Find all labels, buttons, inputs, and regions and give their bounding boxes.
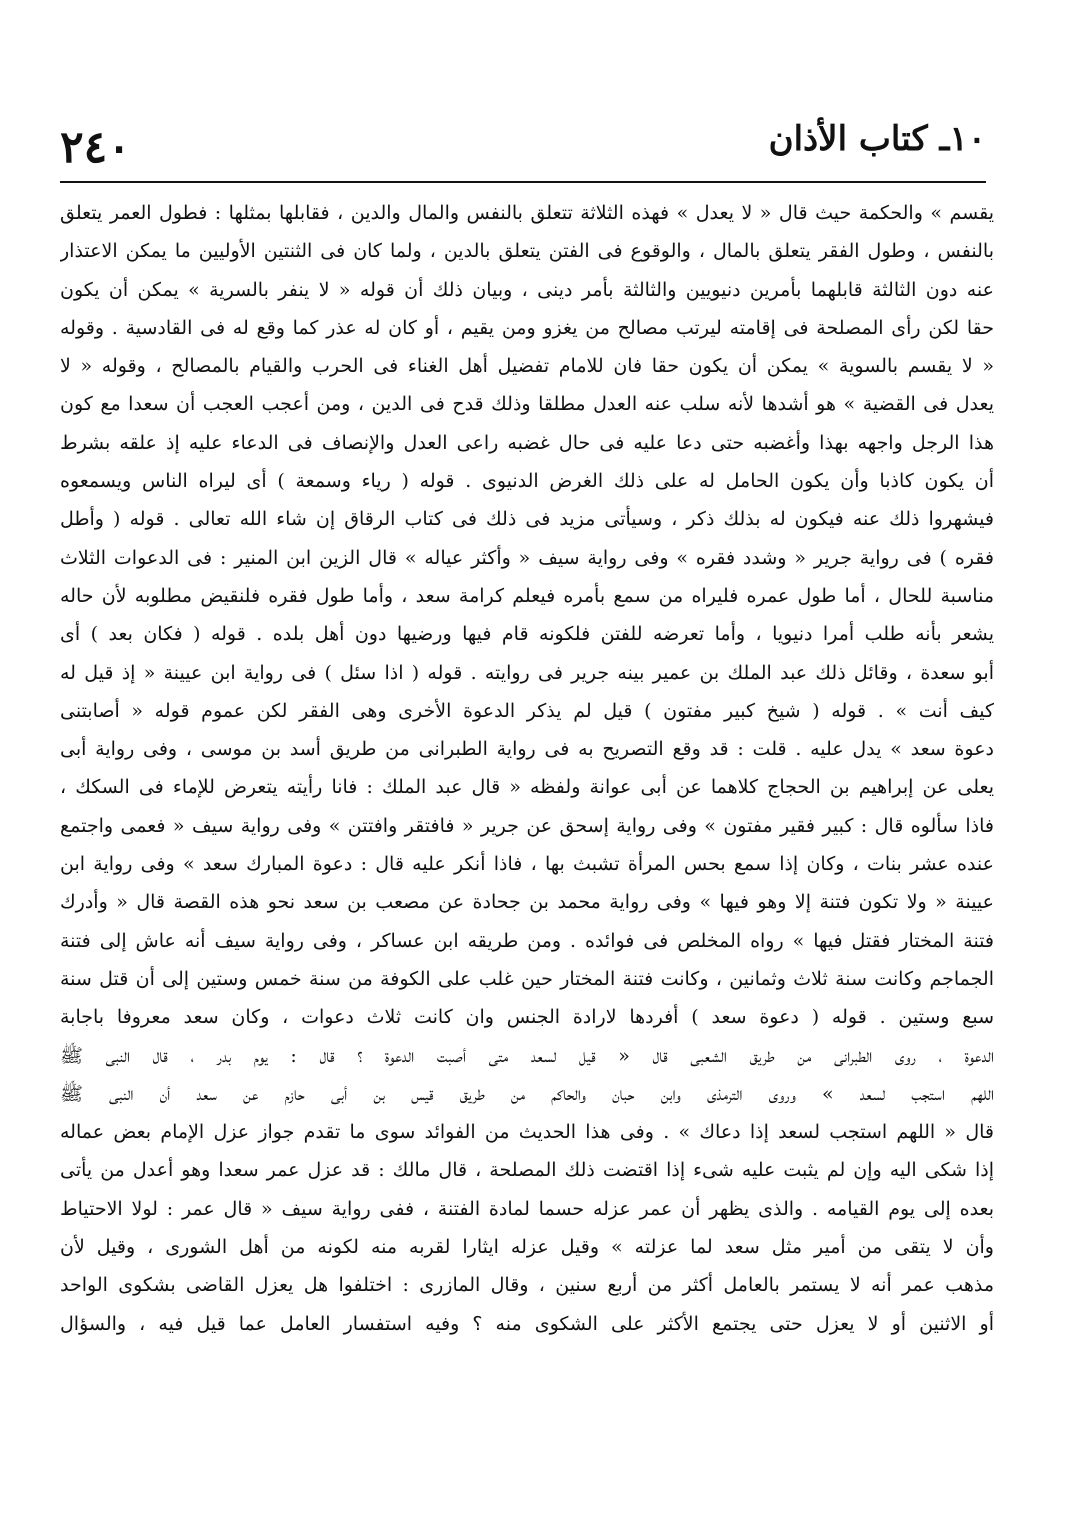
text-line: الدعوة ، روى الطبرانى من طريق الشعبى قال « قيل لسعد متى أصبت الدعوة ؟ قال : يوم بدر ، قال النبى ﷺ: [60, 1044, 994, 1067]
text-line: فاذا سألوه قال : كبير فقير مفتون » وفى رواية إسحق عن جرير « فافتقر وافتتن » وفى رواية سيف « فعمى واجتمع: [60, 814, 994, 837]
text-line: فتنة المختار فقتل فيها » رواه المخلص فى فوائده . ومن طريقه ابن عساكر ، وفى رواية سيف أنه عاش إلى فتنة: [60, 929, 994, 952]
text-line: كيف أنت » . قوله ( شيخ كبير مفتون ) قيل لم يذكر الدعوة الأخرى وهى الفقر لكن عموم قوله « أصابتنى: [60, 699, 994, 722]
text-line: بعده إلى يوم القيامه . والذى يظهر أن عمر عزله حسما لمادة الفتنة ، ففى رواية سيف « قال عمر : لولا الاحتياط: [60, 1197, 994, 1220]
text-line: عنده عشر بنات ، وكان إذا سمع بحس المرأة تشبث بها ، فاذا أنكر عليه قال : دعوة المبارك سعد » وفى رواية ابن: [60, 853, 994, 876]
text-line: [60, 1343, 994, 1381]
text-line: حقا لكن رأى المصلحة فى إقامته ليرتب مصالح من يغزو ومن يقيم ، أو كان له عذر كما وقع له فى القادسية . وقوله: [60, 316, 994, 339]
text-line: بالنفس ، وطول الفقر يتعلق بالمال ، والوقوع فى الفتن يتعلق بالدين ، ولما كان فى الثنتين الأوليين ما يمكن الاعتذار: [60, 240, 994, 263]
text-line: أبو سعدة ، وقائل ذلك عبد الملك بن عمير بينه جرير فى روايته . قوله ( اذا سئل ) فى رواية ابن عيينة « إذ قيل له: [60, 661, 994, 684]
text-line: « لا يقسم بالسوية » يمكن أن يكون حقا فان للامام تفضيل أهل الغناء فى الحرب والقيام بالمصالح ، وقوله « لا: [60, 355, 994, 378]
text-line: الجماجم وكانت سنة ثلاث وثمانين ، وكانت فتنة المختار حين غلب على الكوفة من سنة خمس وستين إلى أن قتل سنة: [60, 967, 994, 990]
page-number: ٢٤٠: [60, 122, 131, 173]
text-line: يعدل فى القضية » هو أشدها لأنه سلب عنه العدل مطلقا وذلك قدح فى الدين ، ومن أعجب العجب أن سعدا مع كون: [60, 393, 994, 416]
header-divider: [60, 181, 986, 183]
text-line: إذا شكى اليه وإن لم يثبت عليه شىء إذا اقتضت ذلك المصلحة ، قال مالك : قد عزل عمر سعدا وهو أعدل من يأتى: [60, 1159, 994, 1182]
text-line: عنه دون الثالثة قابلهما بأمرين دنيويين والثالثة بأمر دينى ، وبيان ذلك أن قوله « لا ينفر بالسرية » يمكن أن يكون: [60, 278, 994, 301]
text-line: اللهم استجب لسعد » وروى الترمذى وابن حبان والحاكم من طريق قيس بن أبى حازم عن سعد أن النبى ﷺ: [60, 1082, 994, 1105]
text-line: مذهب عمر أنه لا يستمر بالعامل أكثر من أربع سنين ، وقال المازرى : اختلفوا هل يعزل القاضى بشكوى الواحد: [60, 1274, 994, 1297]
text-line: يقسم » والحكمة حيث قال « لا يعدل » فهذه الثلاثة تتعلق بالنفس والمال والدين ، فقابلها بمثلها : فطول العمر يتعلق: [60, 202, 994, 224]
page-header: [60, 118, 986, 176]
text-line: عيينة « ولا تكون فتنة إلا وهو فيها » وفى رواية محمد بن جحادة عن مصعب بن سعد نحو هذه القصة قال « وأدرك: [60, 891, 994, 914]
text-line: [60, 1458, 994, 1496]
text-line: أو الاثنين أو لا يعزل حتى يجتمع الأكثر على الشكوى منه ؟ وفيه استفسار العامل عما قيل فيه ، والسؤال: [60, 1312, 994, 1335]
text-line: فيشهروا ذلك عنه فيكون له بذلك ذكر ، وسيأتى مزيد فى ذلك فى كتاب الرقاق إن شاء الله تعالى . قوله ( وأطل: [60, 508, 994, 531]
text-line: سبع وستين . قوله ( دعوة سعد ) أفردها لارادة الجنس وان كانت ثلاث دعوات ، وكان سعد معروفا باجابة: [60, 1006, 994, 1029]
text-line: فقره ) فى رواية جرير « وشدد فقره » وفى رواية سيف « وأكثر عياله » قال الزين ابن المنير : فى الدعوات الثلاث: [60, 546, 994, 569]
text-line: يعلى عن إبراهيم بن الحجاج كلاهما عن أبى عوانة ولفظه « قال عبد الملك : فانا رأيته يتعرض للإماء فى السكك ،: [60, 776, 994, 799]
text-line: مناسبة للحال ، أما طول عمره فليراه من سمع بأمره فيعلم كرامة سعد ، وأما طول فقره فلنقيض مطلوبه لأن حاله: [60, 584, 994, 607]
text-line: دعوة سعد » يدل عليه . قلت : قد وقع التصريح به فى رواية الطبرانى من طريق أسد بن موسى ، وفى رواية أبى: [60, 738, 994, 761]
text-line: هذا الرجل واجهه بهذا وأغضبه حتى دعا عليه فى حال غضبه راعى العدل والإنصاف فى الدعاء عليه إذ علقه بشرط: [60, 431, 994, 454]
text-line: [60, 1381, 994, 1419]
text-line: وأن لا يتقى من أمير مثل سعد لما عزلته » وقيل عزله ايثارا لقربه منه لكونه من أهل الشورى ، وقيل لأن: [60, 1236, 994, 1259]
text-line: يشعر بأنه طلب أمرا دنيويا ، وأما تعرضه للفتن فلكونه قام فيها ورضيها دون أهل بلده . قوله ( فكان بعد ) أى: [60, 623, 994, 646]
chapter-title: ١٠ـ كتاب الأذان: [768, 119, 986, 159]
text-line: أن يكون كاذبا وأن يكون الحامل له على ذلك الغرض الدنيوى . قوله ( رياء وسمعة ) أى ليراه الناس ويسمعوه: [60, 470, 994, 493]
body-text: [60, 194, 994, 1496]
text-line: [60, 1420, 994, 1458]
text-line: قال « اللهم استجب لسعد إذا دعاك » . وفى هذا الحديث من الفوائد سوى ما تقدم جواز عزل الإمام بعض عماله: [60, 1121, 994, 1144]
